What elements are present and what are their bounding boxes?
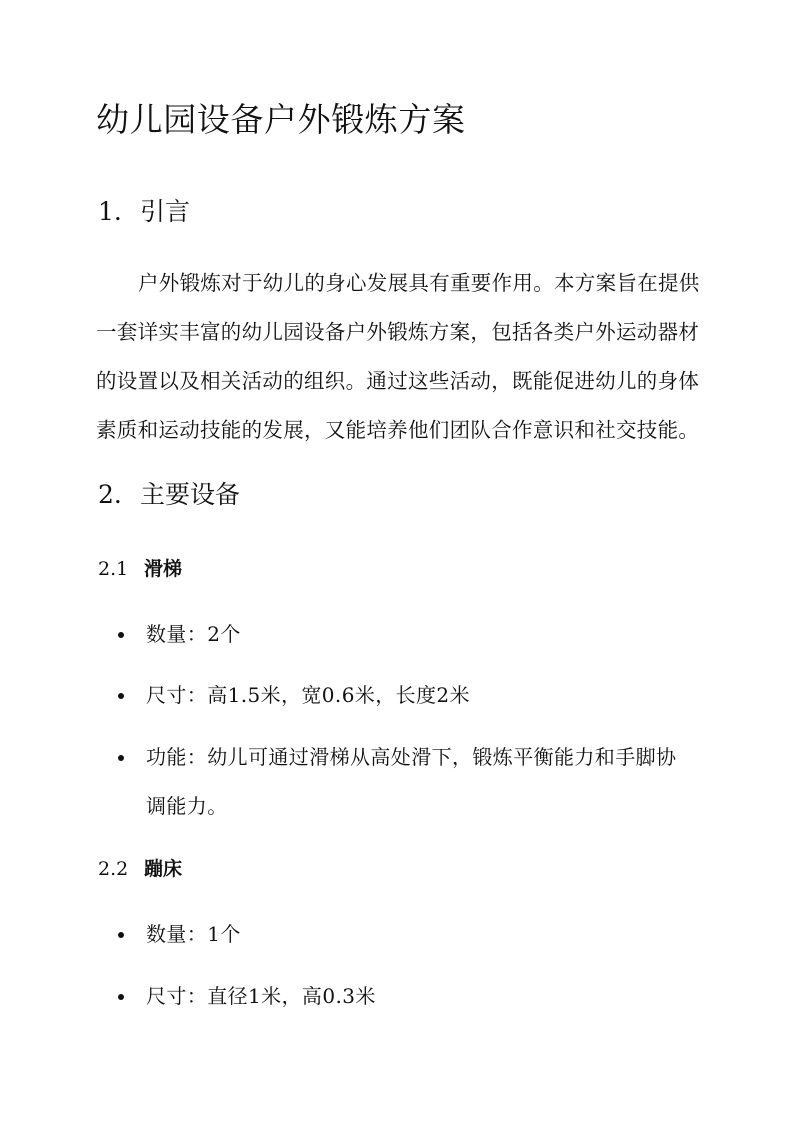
section-title: 引言 (140, 197, 191, 226)
list-item-text: 功能：幼儿可通过滑梯从高处滑下，锻炼平衡能力和手脚协 (146, 745, 677, 769)
paragraph-line: 素质和运动技能的发展，又能培养他们团队合作意识和社交技能。 (96, 418, 700, 442)
list-item-text: 尺寸：直径1米，高0.3米 (146, 984, 376, 1008)
bullet-dot-icon (118, 755, 124, 761)
section-number: 1. (98, 197, 122, 226)
subsection-title: 滑梯 (144, 558, 183, 580)
bullet-dot-icon (118, 693, 124, 699)
paragraph-line: 户外锻炼对于幼儿的身心发展具有重要作用。本方案旨在提供 (138, 271, 700, 295)
subsection-heading-slide (98, 556, 182, 582)
bullet-dot-icon (118, 932, 124, 938)
document-title: 幼儿园设备户外锻炼方案 (96, 100, 466, 139)
subsection-number: 2.1 (98, 558, 129, 580)
list-item-text: 数量：1个 (146, 922, 241, 946)
list-item-continuation: 调能力。 (146, 794, 228, 818)
paragraph-line: 一套详实丰富的幼儿园设备户外锻炼方案，包括各类户外运动器材 (96, 320, 700, 344)
section-heading-main-equipment (98, 478, 240, 512)
introduction-paragraph (96, 268, 708, 464)
section-heading-introduction (98, 195, 190, 229)
subsection-title: 蹦床 (144, 858, 183, 880)
subsection-heading-trampoline (98, 856, 182, 882)
list-item-text: 尺寸：高1.5米，宽0.6米，长度2米 (146, 683, 470, 707)
paragraph-line: 的设置以及相关活动的组织。通过这些活动，既能促进幼儿的身体 (96, 369, 700, 393)
bullet-dot-icon (118, 994, 124, 1000)
section-title: 主要设备 (140, 480, 241, 509)
list-item-text: 数量：2个 (146, 622, 241, 646)
bullet-dot-icon (118, 632, 124, 638)
subsection-number: 2.2 (98, 858, 129, 880)
section-number: 2. (98, 480, 122, 509)
